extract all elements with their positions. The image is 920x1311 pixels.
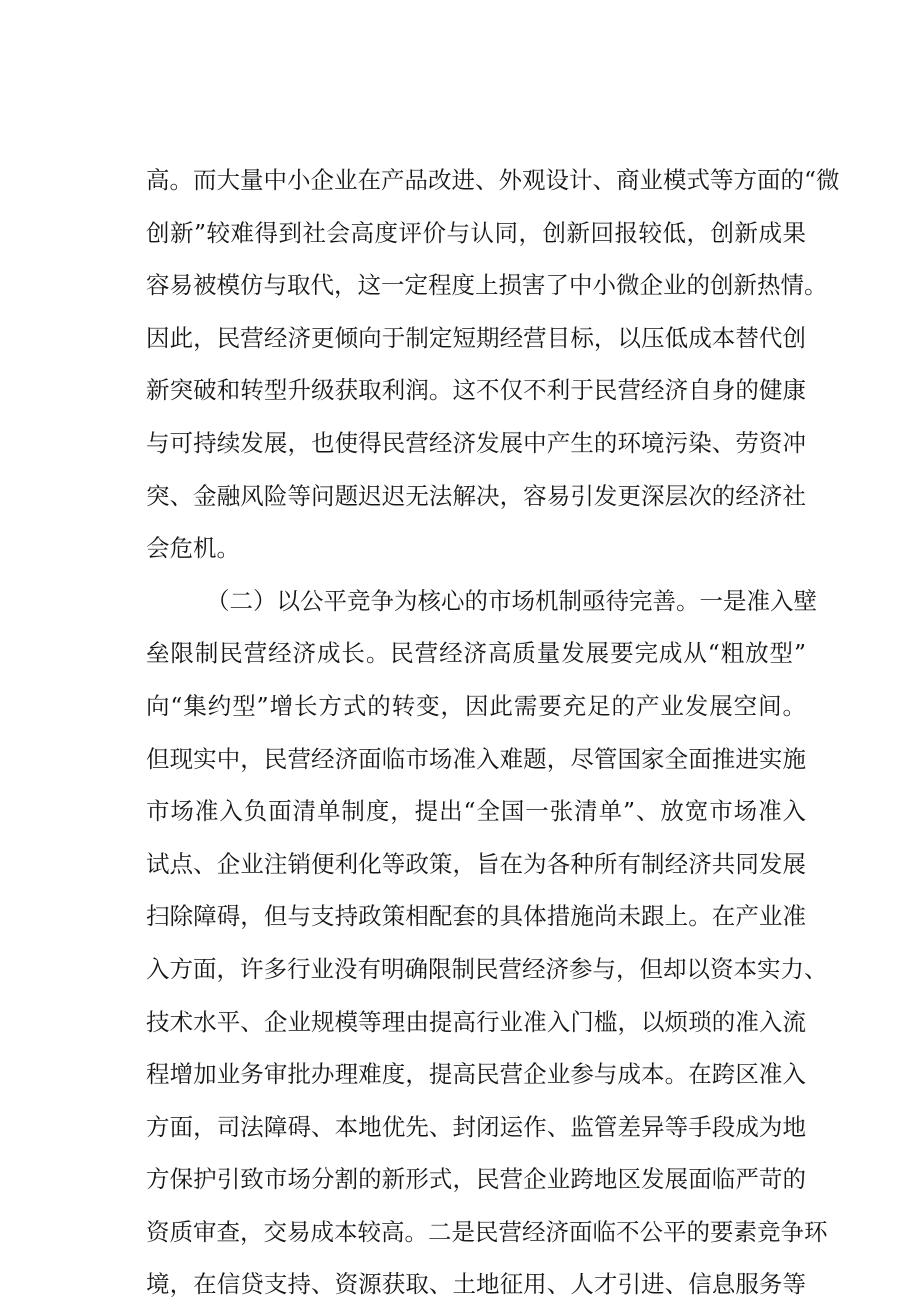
text-line: 与可持续发展，也使得民营经济发展中产生的环境污染、劳资冲 — [146, 428, 806, 457]
text-line: 市场准入负面清单制度，提出“全国一张清单”、放宽市场准入 — [146, 797, 806, 826]
section-heading-line: （二）以公平竞争为核心的市场机制亟待完善。一是准入壁 — [206, 586, 817, 615]
text-line: 技术水平、企业规模等理由提高行业准入门槛，以烦琐的准入流 — [146, 1007, 806, 1036]
text-line: 会危机。 — [146, 534, 240, 563]
text-line: 扫除障碍，但与支持政策相配套的具体措施尚未跟上。在产业准 — [146, 902, 806, 931]
text-line: 因此，民营经济更倾向于制定短期经营目标，以压低成本替代创 — [146, 323, 806, 352]
text-line: 向“集约型”增长方式的转变，因此需要充足的产业发展空间。 — [146, 691, 806, 720]
text-line: 程增加业务审批办理难度，提高民营企业参与成本。在跨区准入 — [146, 1060, 806, 1089]
text-line: 新突破和转型升级获取利润。这不仅不利于民营经济自身的健康 — [146, 376, 806, 405]
text-line: 方保护引致市场分割的新形式，民营企业跨地区发展面临严苛的 — [146, 1165, 806, 1194]
text-line: 垒限制民营经济成长。民营经济高质量发展要完成从“粗放型” — [146, 639, 806, 668]
body-text — [146, 154, 840, 1311]
text-line: 突、金融风险等问题迟迟无法解决，容易引发更深层次的经济社 — [146, 481, 806, 510]
text-line: 入方面，许多行业没有明确限制民营经济参与，但却以资本实力、 — [146, 954, 828, 983]
text-line: 高。而大量中小企业在产品改进、外观设计、商业模式等方面的“微 — [146, 166, 840, 194]
text-line: 容易被模仿与取代，这一定程度上损害了中小微企业的创新热情。 — [146, 271, 828, 300]
text-line: 创新”较难得到社会高度评价与认同，创新回报较低，创新成果 — [146, 218, 806, 247]
text-line: 境，在信贷支持、资源获取、土地征用、人才引进、信息服务等 — [146, 1270, 806, 1299]
text-line: 方面，司法障碍、本地优先、封闭运作、监管差异等手段成为地 — [146, 1112, 806, 1141]
text-line: 但现实中，民营经济面临市场准入难题，尽管国家全面推进实施 — [146, 744, 806, 773]
text-line: 资质审查，交易成本较高。二是民营经济面临不公平的要素竞争环 — [146, 1217, 828, 1246]
text-line: 试点、企业注销便利化等政策，旨在为各种所有制经济共同发展 — [146, 849, 806, 878]
